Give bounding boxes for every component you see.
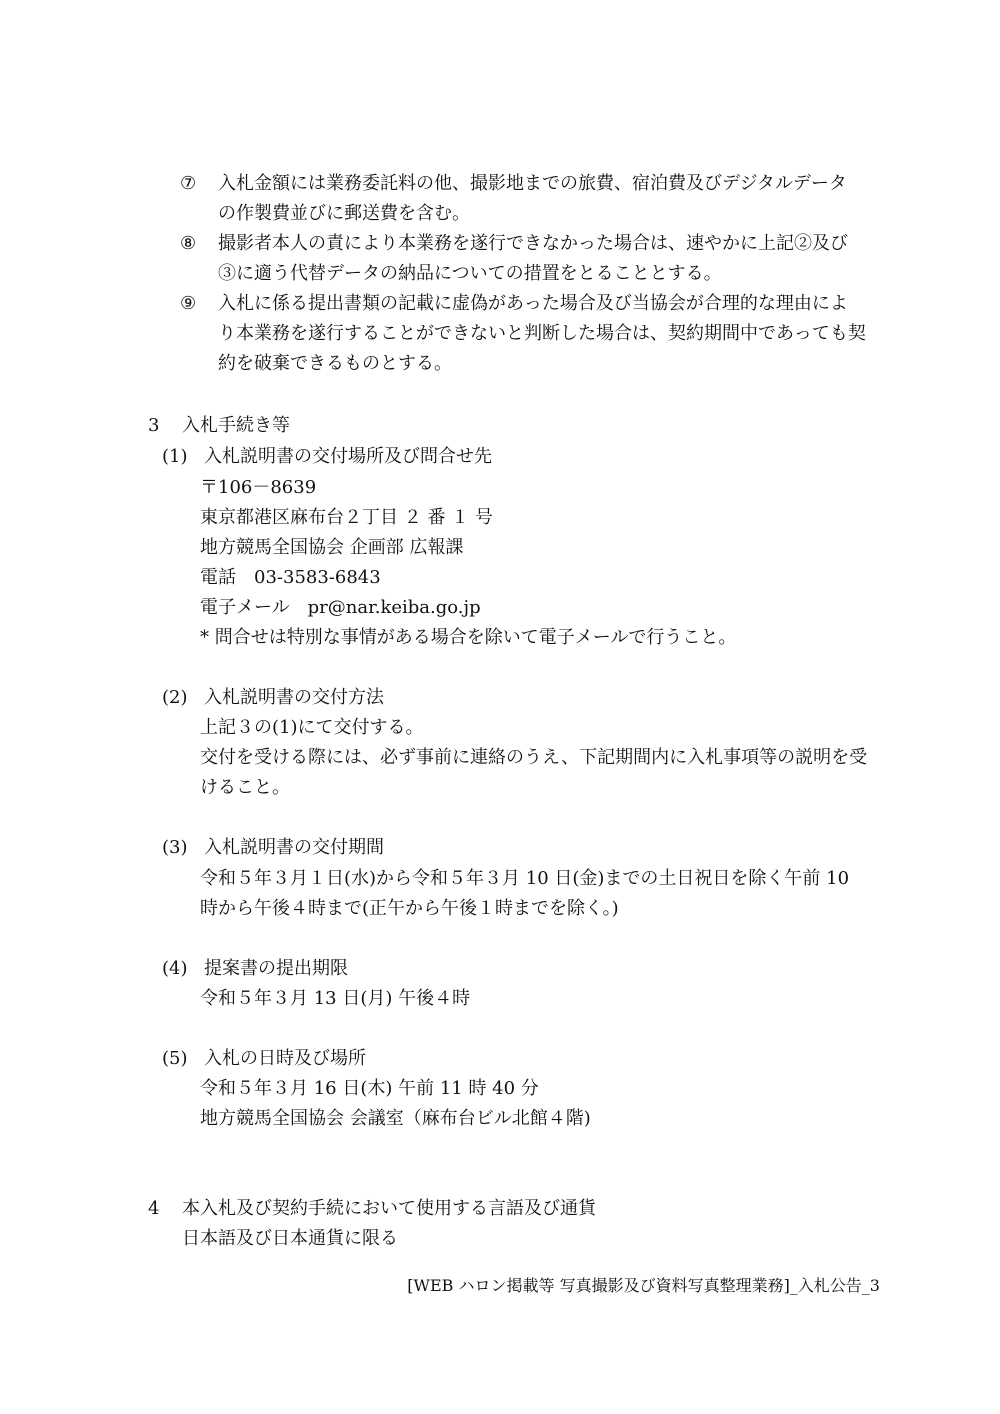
item-7-line-2: の作製費並びに郵送費を含む。 — [218, 203, 470, 224]
sub-2-number: (2) — [162, 687, 188, 708]
section-3-title: 入札手続き等 — [182, 415, 290, 436]
sub-2-line-3: けること。 — [200, 777, 290, 798]
page-footer: [WEB ハロン掲載等 写真撮影及び資料写真整理業務]_入札公告_3 — [407, 1276, 880, 1295]
sub-1-title: 入札説明書の交付場所及び問合せ先 — [204, 446, 492, 467]
sub-5-title: 入札の日時及び場所 — [204, 1048, 366, 1069]
section-4-body: 日本語及び日本通貨に限る — [182, 1228, 398, 1249]
sub-2-line-2: 交付を受ける際には、必ず事前に連絡のうえ、下記期間内に入札事項等の説明を受 — [200, 747, 868, 768]
sub-4-title: 提案書の提出期限 — [204, 958, 348, 979]
sub-1-number: (1) — [162, 446, 188, 467]
contact-note: * 問合せは特別な事情がある場合を除いて電子メールで行うこと。 — [200, 627, 737, 648]
sub-3-line-2: 時から午後４時まで(正午から午後１時までを除く。) — [200, 898, 619, 919]
section-3-number: 3 — [148, 415, 160, 436]
sub-2-line-1: 上記３の(1)にて交付する。 — [200, 717, 424, 738]
sub-4-number: (4) — [162, 958, 188, 979]
sub-3-title: 入札説明書の交付期間 — [204, 837, 384, 858]
sub-5-line-1: 令和５年３月 16 日(木) 午前 11 時 40 分 — [200, 1078, 539, 1099]
sub-5-line-2: 地方競馬全国協会 会議室（麻布台ビル北館４階) — [200, 1108, 591, 1129]
item-8-line-2: ③に適う代替データの納品についての措置をとることとする。 — [218, 263, 722, 284]
item-9-line-3: 約を破棄できるものとする。 — [218, 353, 452, 374]
sub-3-number: (3) — [162, 837, 188, 858]
organization: 地方競馬全国協会 企画部 広報課 — [200, 537, 464, 558]
phone: 電話 03-3583-6843 — [200, 567, 381, 588]
email: 電子メール pr@nar.keiba.go.jp — [200, 597, 481, 618]
item-9-line-2: り本業務を遂行することができないと判断した場合は、契約期間中であっても契 — [218, 323, 866, 344]
postal-code: 〒106－8639 — [200, 477, 317, 498]
item-7-line-1: 入札金額には業務委託料の他、撮影地までの旅費、宿泊費及びデジタルデータ — [218, 173, 847, 194]
item-8-line-1: 撮影者本人の責により本業務を遂行できなかった場合は、速やかに上記②及び — [218, 233, 848, 254]
section-4-title: 本入札及び契約手続において使用する言語及び通貨 — [182, 1198, 596, 1219]
item-7-marker: ⑦ — [180, 173, 197, 194]
sub-5-number: (5) — [162, 1048, 188, 1069]
sub-2-title: 入札説明書の交付方法 — [204, 687, 384, 708]
sub-4-line-1: 令和５年３月 13 日(月) 午後４時 — [200, 988, 471, 1009]
item-8-marker: ⑧ — [180, 233, 197, 254]
item-9-line-1: 入札に係る提出書類の記載に虚偽があった場合及び当協会が合理的な理由によ — [218, 293, 848, 314]
item-9-marker: ⑨ — [180, 293, 197, 314]
address: 東京都港区麻布台２丁目 ２ 番 １ 号 — [200, 507, 493, 528]
sub-3-line-1: 令和５年３月１日(水)から令和５年３月 10 日(金)までの土日祝日を除く午前 10 — [200, 868, 850, 889]
section-4-number: 4 — [148, 1198, 160, 1219]
